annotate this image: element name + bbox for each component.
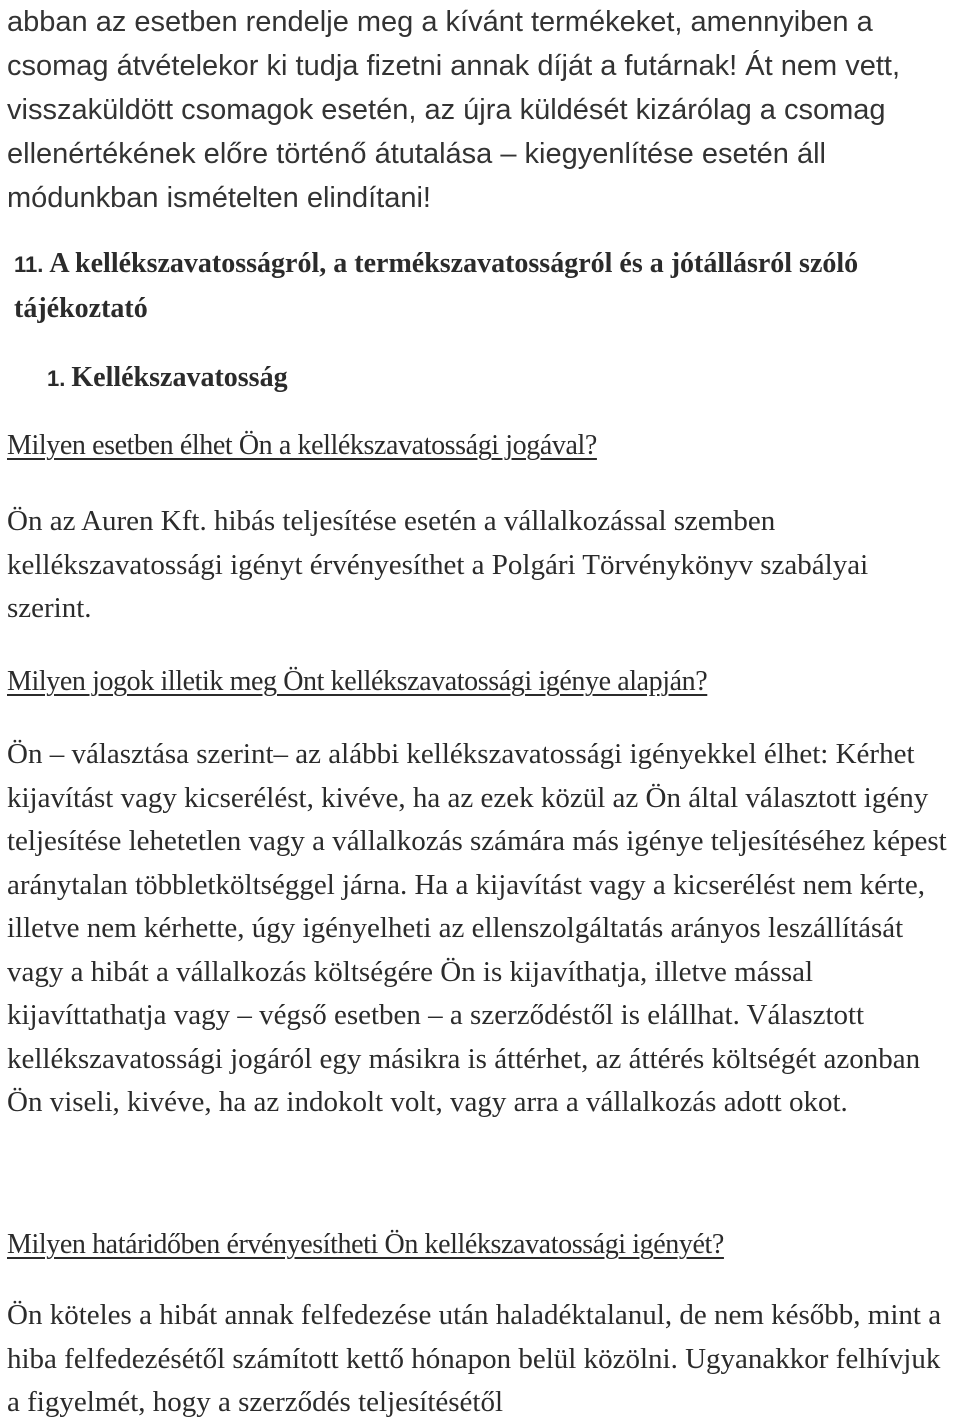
section-title-text: A kellékszavatosságról, a termékszavatosságról és a jótállásról szóló tájékoztató — [14, 248, 859, 324]
paragraph-1: Ön az Auren Kft. hibás teljesítése esetén a vállalkozással szemben kellékszavatossági igényt érvényesíthet a Polgári Törvénykönyv szabályai szerint. — [7, 505, 869, 624]
paragraph-2: Ön – választása szerint– az alábbi kellékszavatossági igényekkel élhet: Kérhet kijavítást vagy kicserélést, kivéve, ha az ezek közül az Ön által választott igény teljesítése lehetetlen vagy a vállalkozás számára más igénye teljesítéséhez képest aránytalan többletköltséggel járna. Ha a kijavítást vagy a kicserélést nem kérte, illetve nem kérhette, úgy igényelheti az ellenszolgáltatás arányos leszállítását vagy a hibát a vállalkozás költségére Ön is kijavíthatja, illetve mással kijavíttathatja vagy – végső esetben – a szerződéstől is elállhat. Választott kellékszavatossági jogáról egy másikra is áttérhet, az áttérés költségét azonban Ön viseli, kivéve, ha az indokolt volt, vagy arra a vállalkozás adott okot. — [7, 738, 947, 1118]
section-number: 11. — [14, 252, 44, 277]
question-heading-2: Milyen jogok illetik meg Önt kellékszavatossági igénye alapján? — [7, 666, 708, 697]
subsection-heading — [47, 356, 288, 401]
section-heading — [14, 242, 914, 331]
intro-paragraph: abban az esetben rendelje meg a kívánt termékeket, amennyiben a csomag átvételekor ki tudja fizetni annak díját a futárnak! Át nem vett, visszaküldött csomagok esetén, az újra küldését kizárólag a csomag ellenértékének előre történő átutalása – kiegyenlítése esetén áll módunkban ismételten elindítani! — [7, 6, 901, 214]
subsection-number: 1. — [47, 366, 66, 391]
question-heading-1: Milyen esetben élhet Ön a kellékszavatossági jogával? — [7, 430, 597, 461]
subsection-title-text: Kellékszavatosság — [71, 362, 288, 393]
paragraph-3: Ön köteles a hibát annak felfedezése után haladéktalanul, de nem később, mint a hiba felfedezésétől számított kettő hónapon belül közölni. Ugyanakkor felhívjuk a figyelmét, hogy a szerződés teljesítésétől — [7, 1299, 942, 1418]
question-heading-3: Milyen határidőben érvényesítheti Ön kellékszavatossági igényét? — [7, 1229, 724, 1260]
